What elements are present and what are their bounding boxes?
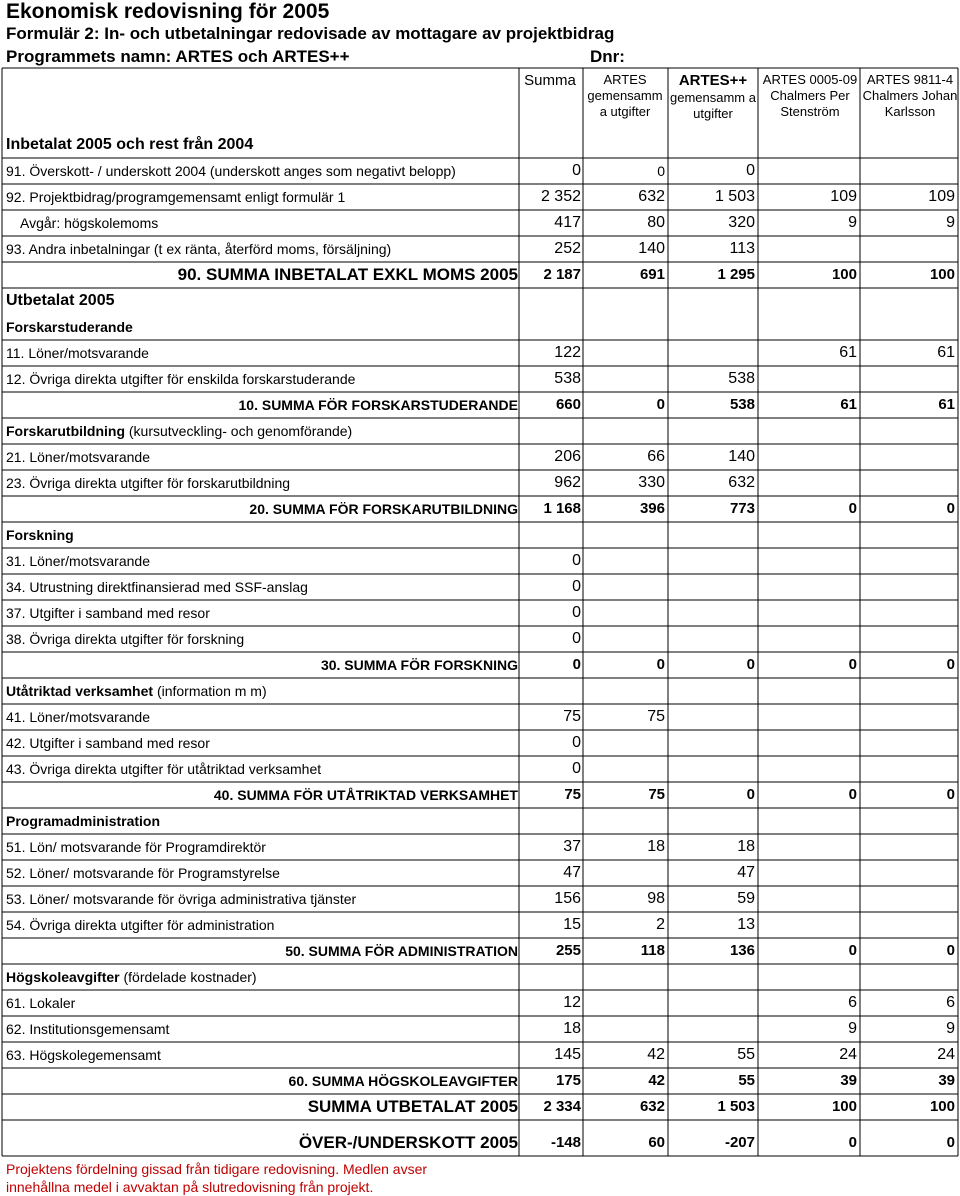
cell-value: 0	[572, 604, 581, 621]
cell-value: 773	[729, 500, 755, 517]
cell-value: 0	[572, 552, 581, 569]
cell-value: 0	[572, 656, 581, 673]
cell-value: 113	[729, 240, 755, 257]
row-label: 62. Institutionsgemensamt	[6, 1021, 170, 1037]
cell-value: 252	[554, 240, 581, 257]
cell-value: 2	[656, 916, 665, 933]
col-header-artespp-sub: gemensamm a utgifter	[670, 90, 756, 121]
section-row	[0, 132, 960, 158]
cell-value: 0	[656, 656, 665, 673]
row-label: 31. Löner/motsvarande	[6, 553, 150, 569]
row-label: Inbetalat 2005 och rest från 2004	[6, 136, 254, 153]
section-row	[0, 678, 960, 704]
cell-value: 0	[946, 942, 955, 959]
cell-value: 417	[554, 214, 581, 231]
cell-value: 18	[563, 1020, 581, 1037]
cell-value: 156	[554, 890, 581, 907]
cell-value: 145	[554, 1046, 581, 1063]
cell-value: 175	[555, 1072, 581, 1089]
cell-value: 0	[572, 630, 581, 647]
cell-value: 1 295	[717, 266, 755, 283]
cell-value: 0	[657, 163, 665, 179]
cell-value: 0	[848, 500, 857, 517]
cell-value: 12	[563, 994, 581, 1011]
cell-value: 0	[746, 786, 755, 803]
summary-row	[0, 1068, 960, 1094]
cell-value: -207	[724, 1134, 755, 1151]
row-label: 61. Lokaler	[6, 995, 76, 1011]
table-row	[0, 548, 960, 574]
cell-value: 0	[848, 942, 857, 959]
cell-value: 61	[938, 396, 955, 413]
cell-value: 9	[946, 214, 955, 231]
section-row	[0, 314, 960, 340]
cell-value: 55	[737, 1046, 755, 1063]
row-label: 54. Övriga direkta utgifter för administration	[6, 917, 275, 933]
cell-value: 47	[737, 864, 755, 881]
form-subtitle: Formulär 2: In- och utbetalningar redovisade av mottagare av projektbidrag	[6, 24, 615, 43]
table-row	[0, 236, 960, 262]
cell-value: 13	[737, 916, 755, 933]
cell-value: 2 187	[543, 266, 581, 283]
footnote: Projektens fördelning gissad från tidigare redovisning. Medlen avser innehållna medel i avvaktan på slutredovisning från projekt.	[6, 1161, 428, 1195]
row-label: 38. Övriga direkta utgifter för forskning	[6, 631, 245, 647]
summary-row	[0, 496, 960, 522]
cell-value: 9	[848, 214, 857, 231]
table-row	[0, 600, 960, 626]
cell-value: 9	[946, 1020, 955, 1037]
row-label: 41. Löner/motsvarande	[6, 709, 150, 725]
cell-value: 39	[840, 1072, 857, 1089]
cell-value: 109	[830, 188, 857, 205]
cell-value: 0	[848, 786, 857, 803]
cell-value: 61	[937, 344, 955, 361]
row-label: 92. Projektbidrag/programgemensamt enligt formulär 1	[6, 189, 346, 205]
section-row	[0, 418, 960, 444]
table-row	[0, 574, 960, 600]
row-label	[6, 678, 267, 704]
cell-value: 75	[647, 708, 665, 725]
cell-value: 0	[946, 656, 955, 673]
cell-value: 15	[563, 916, 581, 933]
section-row	[0, 808, 960, 834]
row-label: 10. SUMMA FÖR FORSKARSTUDERANDE	[238, 397, 518, 413]
row-label: ÖVER-/UNDERSKOTT 2005	[298, 1133, 518, 1152]
row-label: 63. Högskolegemensamt	[6, 1047, 161, 1063]
row-label: 93. Andra inbetalningar (t ex ränta, återförd moms, försäljning)	[6, 241, 392, 257]
cell-value: 98	[647, 890, 665, 907]
cell-value: 24	[937, 1046, 955, 1063]
cell-value: 206	[554, 448, 581, 465]
program-name: Programmets namn: ARTES och ARTES++	[6, 47, 350, 66]
table-row	[0, 1042, 960, 1068]
cell-value: 61	[839, 344, 857, 361]
row-label: 91. Överskott- / underskott 2004 (underskott anges som negativt belopp)	[6, 163, 456, 179]
table-row	[0, 860, 960, 886]
row-label: 51. Lön/ motsvarande för Programdirektör	[6, 839, 266, 855]
summary-row	[0, 1130, 960, 1156]
cell-value: 0	[572, 734, 581, 751]
cell-value: 100	[929, 1098, 955, 1115]
cell-value: 0	[656, 396, 665, 413]
row-label: 42. Utgifter i samband med resor	[6, 735, 210, 751]
row-label: 30. SUMMA FÖR FORSKNING	[320, 657, 518, 673]
cell-value: 0	[946, 500, 955, 517]
cell-value: 1 168	[543, 500, 581, 517]
cell-value: 61	[840, 396, 857, 413]
cell-value: 59	[737, 890, 755, 907]
cell-value: 0	[572, 760, 581, 777]
row-label: Avgår: högskolemoms	[20, 215, 159, 231]
cell-value: 691	[639, 266, 665, 283]
cell-value: 42	[648, 1072, 665, 1089]
cell-value: 118	[640, 942, 665, 959]
section-title: Högskoleavgifter	[6, 969, 120, 985]
cell-value: 100	[831, 1098, 857, 1115]
cell-value: -148	[550, 1134, 581, 1151]
cell-value: 0	[946, 786, 955, 803]
cell-value: 538	[554, 370, 581, 387]
row-label	[6, 964, 257, 990]
cell-value: 9	[848, 1020, 857, 1037]
table-row	[0, 704, 960, 730]
table-row	[0, 886, 960, 912]
cell-value: 18	[737, 838, 755, 855]
cell-value: 75	[564, 786, 581, 803]
col-header-0005-09: ARTES 0005-09 Chalmers Per Stenström	[762, 72, 858, 119]
section-note: (fördelade kostnader)	[119, 969, 257, 985]
row-label: Forskarstuderande	[6, 319, 133, 335]
section-note: (kursutveckling- och genomförande)	[125, 423, 353, 439]
cell-value: 0	[848, 1134, 857, 1151]
page-title: Ekonomisk redovisning för 2005	[6, 0, 330, 23]
cell-value: 60	[648, 1134, 665, 1151]
summary-row	[0, 782, 960, 808]
cell-value: 100	[831, 266, 857, 283]
row-label: 20. SUMMA FÖR FORSKARUTBILDNING	[249, 501, 518, 517]
cell-value: 962	[554, 474, 581, 491]
section-note: (information m m)	[153, 683, 267, 699]
cell-value: 140	[728, 448, 755, 465]
cell-value: 75	[563, 708, 581, 725]
cell-value: 0	[946, 1134, 955, 1151]
row-label: 50. SUMMA FÖR ADMINISTRATION	[285, 943, 518, 959]
table-row	[0, 730, 960, 756]
dnr-label: Dnr:	[590, 47, 625, 66]
table-row	[0, 158, 960, 184]
cell-value: 330	[638, 474, 665, 491]
table-row	[0, 210, 960, 236]
table-row	[0, 912, 960, 938]
row-label: 12. Övriga direkta utgifter för enskilda forskarstuderande	[6, 371, 356, 387]
col-header-artespp-title: ARTES++	[678, 72, 748, 89]
table-row	[0, 1016, 960, 1042]
cell-value: 37	[563, 838, 581, 855]
cell-value: 0	[848, 656, 857, 673]
cell-value: 396	[639, 500, 665, 517]
row-label: 40. SUMMA FÖR UTÅTRIKTAD VERKSAMHET	[213, 787, 518, 803]
row-label: 52. Löner/ motsvarande för Programstyrelse	[6, 865, 280, 881]
summary-row	[0, 262, 960, 288]
cell-value: 55	[738, 1072, 755, 1089]
row-label: 23. Övriga direkta utgifter för forskarutbildning	[6, 475, 291, 491]
summary-row	[0, 938, 960, 964]
cell-value: 100	[929, 266, 955, 283]
summary-row	[0, 652, 960, 678]
cell-value: 660	[555, 396, 581, 413]
table-row	[0, 366, 960, 392]
col-header-artes: ARTES gemensamm a utgifter	[587, 72, 663, 119]
summary-row	[0, 392, 960, 418]
row-label: 53. Löner/ motsvarande för övriga administrativa tjänster	[6, 891, 357, 907]
row-label: 90. SUMMA INBETALAT EXKL MOMS 2005	[177, 265, 518, 284]
col-header-artespp	[669, 72, 757, 126]
cell-value: 75	[648, 786, 665, 803]
row-label: 21. Löner/motsvarande	[6, 449, 150, 465]
row-label	[6, 418, 352, 444]
cell-value: 0	[572, 162, 581, 179]
cell-value: 122	[554, 344, 581, 361]
row-label: Forskning	[6, 527, 74, 543]
row-label: 37. Utgifter i samband med resor	[6, 605, 210, 621]
table-row	[0, 834, 960, 860]
cell-value: 1 503	[717, 1098, 755, 1115]
summary-row	[0, 1094, 960, 1120]
cell-value: 109	[928, 188, 955, 205]
cell-value: 66	[647, 448, 665, 465]
table-row	[0, 184, 960, 210]
cell-value: 42	[647, 1046, 665, 1063]
table-row	[0, 340, 960, 366]
cell-value: 80	[647, 214, 665, 231]
table-row	[0, 444, 960, 470]
cell-value: 632	[639, 1098, 665, 1115]
cell-value: 2 334	[543, 1098, 581, 1115]
cell-value: 538	[728, 370, 755, 387]
row-label: Programadministration	[6, 813, 161, 829]
table-row	[0, 626, 960, 652]
row-label: 43. Övriga direkta utgifter för utåtriktad verksamhet	[6, 761, 322, 777]
cell-value: 0	[746, 162, 755, 179]
row-label: 34. Utrustning direktfinansierad med SSF-anslag	[6, 579, 308, 595]
table-row	[0, 756, 960, 782]
col-header-summa: Summa	[524, 72, 576, 89]
cell-value: 39	[938, 1072, 955, 1089]
section-title: Utåtriktad verksamhet	[6, 683, 154, 699]
cell-value: 255	[555, 942, 581, 959]
cell-value: 0	[746, 656, 755, 673]
section-title: Forskarutbildning	[6, 423, 125, 439]
table-row	[0, 990, 960, 1016]
cell-value: 320	[728, 214, 755, 231]
table-row	[0, 470, 960, 496]
cell-value: 6	[848, 994, 857, 1011]
section-row	[0, 964, 960, 990]
row-label: Utbetalat 2005	[6, 292, 115, 309]
row-label: 11. Löner/motsvarande	[6, 345, 149, 361]
cell-value: 0	[572, 578, 581, 595]
section-row	[0, 288, 960, 314]
cell-value: 632	[728, 474, 755, 491]
cell-value: 2 352	[540, 188, 581, 205]
cell-value: 140	[638, 240, 665, 257]
col-header-9811-4: ARTES 9811-4 Chalmers Johan Karlsson	[862, 72, 958, 119]
cell-value: 632	[638, 188, 665, 205]
cell-value: 47	[563, 864, 581, 881]
cell-value: 24	[839, 1046, 857, 1063]
cell-value: 6	[946, 994, 955, 1011]
cell-value: 18	[647, 838, 665, 855]
row-label: SUMMA UTBETALAT 2005	[307, 1097, 518, 1116]
cell-value: 1 503	[714, 188, 755, 205]
cell-value: 538	[729, 396, 755, 413]
row-label: 60. SUMMA HÖGSKOLEAVGIFTER	[288, 1073, 518, 1089]
cell-value: 136	[729, 942, 755, 959]
section-row	[0, 522, 960, 548]
